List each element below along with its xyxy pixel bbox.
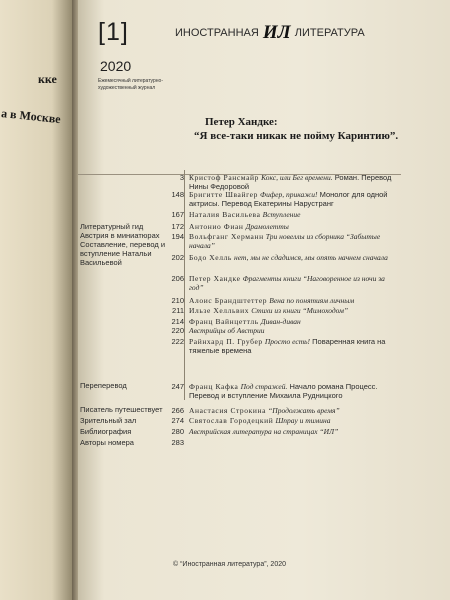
toc-entry-rest: Поваренная книга на тяжелые времена [189,337,386,355]
toc-entry-title: Три новеллы из сборника “Забытые начала” [189,232,381,250]
toc-entry-title: Шпрау и тимина [275,416,331,425]
toc-entry-title: Фифер, прикажи! [260,190,318,199]
toc-entry [189,337,399,355]
toc-divider [184,170,185,400]
toc-entry-title: Под стражей. [240,382,288,391]
toc-page-number: 274 [171,416,184,425]
toc-entry-title: Австрийская литература на страницах “ИЛ” [189,427,339,436]
toc-entry-title: Драмолетты [245,222,289,231]
toc-entry-author: Франц Вайнцеттль [189,317,259,326]
issue-year: 2020 [100,58,132,74]
toc-entry [189,317,399,326]
journal-logo: ИЛ [262,22,291,43]
toc-entry [189,274,399,292]
toc-entry [189,326,399,335]
toc-entry [189,416,399,425]
toc-entry-author: Райнхард П. Грубер [189,337,263,346]
toc-entry-rest: Роман. Перевод Нины Федоровой [189,173,392,191]
toc-page-number: 222 [171,337,184,346]
issue-number: [1] [98,18,129,46]
toc-entry-author: Святослав Городецкий [189,416,274,425]
toc-entry [189,253,399,262]
toc-entry-title: “Продолжать время” [268,406,340,415]
toc-entry [189,222,399,231]
toc-page-number: 280 [171,427,184,436]
toc-entry-author: Петер Хандке [189,274,241,283]
toc-page-number: 210 [171,296,184,305]
toc-entry [189,232,399,250]
toc-entry-rest: Монолог для одной актрисы. Перевод Екатерины Наруcтранг [189,190,388,208]
toc-entry-author: Вольфганг Херманн [189,232,264,241]
toc-page-number: 283 [171,438,184,447]
left-page [0,0,74,600]
toc-entry-author: Бодо Хелль [189,253,232,262]
toc-page-number: 202 [171,253,184,262]
toc-entry-title: нет, мы не сдадимся, мы опять начнем сначала [234,253,388,262]
toc-entry-author: Наталия Васильева [189,210,261,219]
toc-section-retranslation: Переперевод [80,381,127,390]
left-page-text: а в Москве [0,106,62,127]
toc-entry-title: Фрагменты книги “Наговоренное из ночи за год” [189,274,385,292]
toc-page-number: 172 [171,222,184,231]
toc-page-number: 206 [171,274,184,283]
toc-entry-author: Анастасия Строкина [189,406,267,415]
toc-entry-title: Австрийцы об Австрии [189,326,265,335]
toc-page-number: 266 [171,406,184,415]
toc-section-travel: Писатель путешествует [80,405,163,414]
toc-entry [189,296,399,305]
toc-section-theater: Зрительный зал [80,416,137,425]
toc-entry-title: Кокс, или Бег времени. [261,173,333,182]
toc-entry-title: Стихи из книги “Мимоходом” [251,306,349,315]
toc-entry [189,173,399,191]
toc-section-bibliography: Библиография [80,427,132,436]
toc-page-number: 194 [171,232,184,241]
journal-word-1: ИНОСТРАННАЯ [175,27,259,39]
issue-description: Ежемесячный литературно-художественный журнал [98,78,163,91]
toc-entry [189,406,399,415]
feature-title: “Я все-таки никак не пойму Каринтию”. [194,130,399,142]
toc-entry [189,210,399,219]
magazine-page [78,0,450,600]
toc-page-number: 167 [171,210,184,219]
toc-entry [189,190,399,208]
journal-word-2: ЛИТЕРАТУРА [294,27,365,39]
toc-entry-author: Антонио Фиан [189,222,244,231]
copyright: © “Иностранная литература”, 2020 [173,561,287,568]
toc-entry [189,306,399,315]
toc-entry-title: Вена по понятиям личным [269,296,355,305]
toc-entry-rest: Начало романа Процесс. Перевод и вступление Михаила Рудницкого [189,382,378,400]
toc-section-guide: Литературный гид Австрия в миниатюрах Составление, перевод и вступление Натальи Васильевой [80,222,166,267]
toc-entry-title: Диван-диван [260,317,301,326]
toc-section-authors: Авторы номера [80,438,134,447]
toc-entry-author: Кристоф Рансмайр [189,173,259,182]
journal-title [175,22,365,44]
feature-author: Петер Хандке: [205,116,278,128]
toc-entry-author: Бригитте Швайгер [189,190,258,199]
toc-page-number: 247 [171,382,184,391]
toc-page-number: 211 [172,306,184,315]
toc-entry-author: Алоис Брандштеттер [189,296,268,305]
left-page-text: кке [38,72,57,86]
toc-entry [189,427,399,436]
toc-entry-author: Ильзе Хелльвих [189,306,250,315]
toc-entry-title: Просто есть! [264,337,311,346]
toc-entry-author: Франц Кафка [189,382,239,391]
toc-page-number: 3 [179,173,184,182]
toc-entry-title: Вступление [262,210,301,219]
toc-page-number: 148 [171,190,184,199]
toc-page-number: 220 [171,326,184,335]
toc-entry [189,382,399,400]
toc-page-number: 214 [171,317,184,326]
